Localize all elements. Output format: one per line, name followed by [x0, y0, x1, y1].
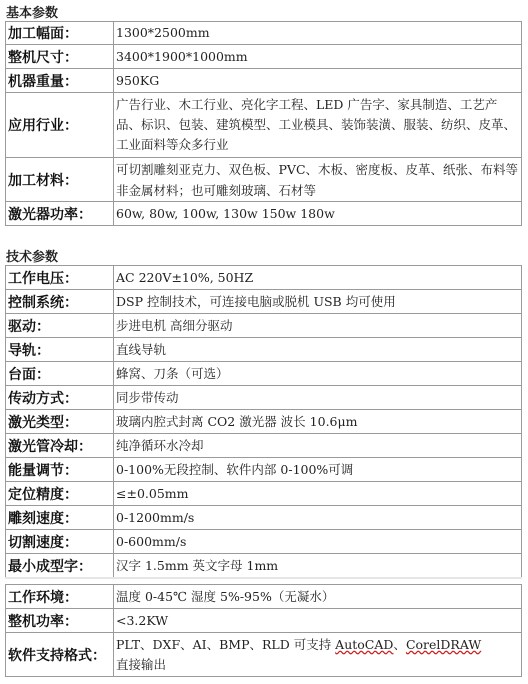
- row-value: 0-600mm/s: [114, 530, 522, 554]
- row-label: 定位精度：: [6, 482, 114, 506]
- table-row: [6, 633, 522, 677]
- table-row: [6, 482, 522, 506]
- row-value: 同步带传动: [114, 386, 522, 410]
- row-label: 传动方式：: [6, 386, 114, 410]
- row-value: <3.2KW: [114, 609, 522, 633]
- row-value: ≤±0.05mm: [114, 482, 522, 506]
- row-value: 950KG: [114, 69, 522, 93]
- formats-suffix: 直接输出: [116, 656, 167, 672]
- table-row: [6, 410, 522, 434]
- table-row: [6, 386, 522, 410]
- coreldraw-text: CorelDRAW: [405, 636, 482, 652]
- row-value: 广告行业、木工行业、亮化字工程、LED 广告字、家具制造、工艺产品、标识、包装、建筑模型、工业模具、装饰装潢、服装、纺织、皮革、工业面料等众多行业: [114, 93, 522, 158]
- row-label: 工作环境：: [6, 585, 114, 609]
- row-value: 0-100%无段控制、软件内部 0-100%可调: [114, 458, 522, 482]
- row-label: 工作电压：: [6, 266, 114, 290]
- table-row: [6, 45, 522, 69]
- row-value: 玻璃内腔式封离 CO2 激光器 波长 10.6μm: [114, 410, 522, 434]
- row-value: 纯净循环水冷却: [114, 434, 522, 458]
- row-label: 机器重量：: [6, 69, 114, 93]
- row-label: 加工幅面：: [6, 22, 114, 45]
- table-row: [6, 158, 522, 202]
- table-row: [6, 290, 522, 314]
- basic-params-table: [5, 21, 522, 226]
- row-value: 3400*1900*1000mm: [114, 45, 522, 69]
- row-label: 激光类型：: [6, 410, 114, 434]
- table-row: [6, 609, 522, 633]
- table-row: [6, 458, 522, 482]
- row-value: [114, 633, 522, 677]
- row-label: 切割速度：: [6, 530, 114, 554]
- row-value: 1300*2500mm: [114, 22, 522, 45]
- row-value: 直线导轨: [114, 338, 522, 362]
- row-value: 0-1200mm/s: [114, 506, 522, 530]
- basic-params-title: 基本参数: [6, 6, 59, 21]
- row-label: 驱动：: [6, 314, 114, 338]
- section-divider: [5, 577, 522, 579]
- row-value: 60w, 80w, 100w, 130w 150w 180w: [114, 202, 522, 226]
- formats-separator: 、: [393, 636, 406, 652]
- row-label: 应用行业：: [6, 93, 114, 158]
- table-row: [6, 69, 522, 93]
- row-value: 步进电机 高细分驱动: [114, 314, 522, 338]
- row-label: 激光管冷却：: [6, 434, 114, 458]
- table-row: [6, 530, 522, 554]
- row-value: DSP 控制技术，可连接电脑或脱机 USB 均可使用: [114, 290, 522, 314]
- row-label: 软件支持格式：: [6, 633, 114, 677]
- row-label: 能量调节：: [6, 458, 114, 482]
- row-label: 激光器功率：: [6, 202, 114, 226]
- row-label: 整机功率：: [6, 609, 114, 633]
- row-label: 控制系统：: [6, 290, 114, 314]
- table-row: [6, 338, 522, 362]
- table-row: [6, 554, 522, 578]
- extra-params-table: [5, 584, 522, 677]
- table-row: [6, 362, 522, 386]
- row-value: 汉字 1.5mm 英文字母 1mm: [114, 554, 522, 578]
- tech-params-table: [5, 265, 522, 578]
- table-row: [6, 585, 522, 609]
- autocad-text: AutoCAD: [335, 636, 394, 652]
- table-row: [6, 22, 522, 45]
- row-value: 蜂窝、刀条（可选）: [114, 362, 522, 386]
- row-value: 温度 0-45℃ 湿度 5%-95%（无凝水）: [114, 585, 522, 609]
- row-label: 最小成型字：: [6, 554, 114, 578]
- formats-text: PLT、DXF、AI、BMP、RLD 可支持: [116, 636, 336, 652]
- row-value: 可切割雕刻亚克力、双色板、PVC、木板、密度板、皮革、纸张、布料等非金属材料；也可雕刻玻璃、石材等: [114, 158, 522, 202]
- row-label: 台面：: [6, 362, 114, 386]
- row-label: 雕刻速度：: [6, 506, 114, 530]
- table-row: [6, 266, 522, 290]
- table-row: [6, 314, 522, 338]
- row-value: AC 220V±10%, 50HZ: [114, 266, 522, 290]
- table-row: [6, 506, 522, 530]
- row-label: 整机尺寸：: [6, 45, 114, 69]
- table-row: [6, 202, 522, 226]
- tech-params-title: 技术参数: [6, 250, 59, 265]
- row-label: 加工材料：: [6, 158, 114, 202]
- row-label: 导轨：: [6, 338, 114, 362]
- table-row: [6, 434, 522, 458]
- table-row: [6, 93, 522, 158]
